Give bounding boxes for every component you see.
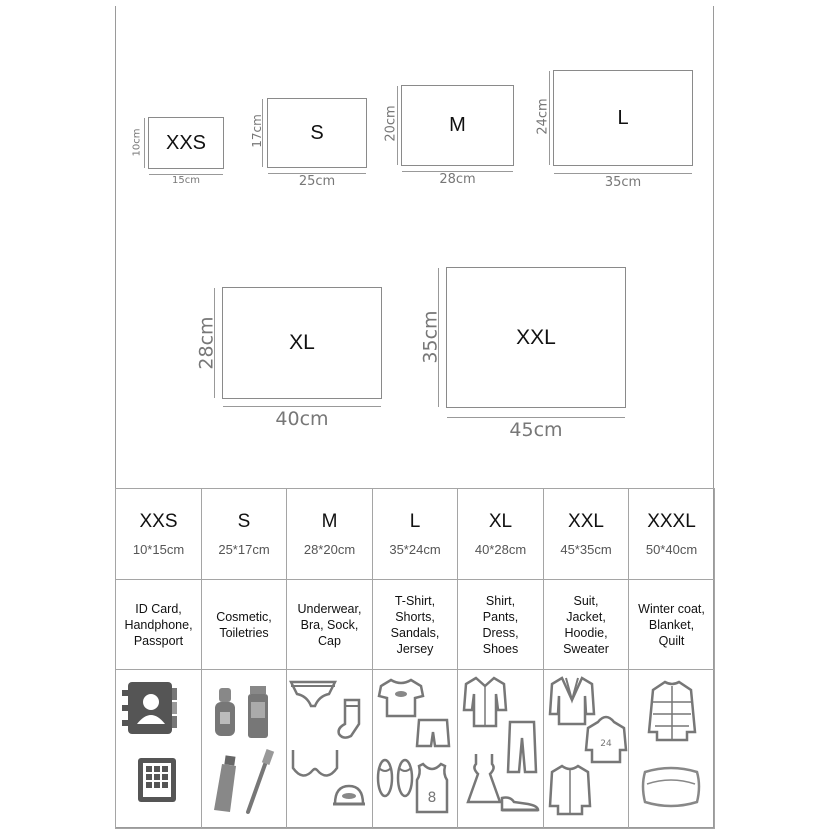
- sock-icon: [335, 698, 365, 740]
- table-row-sizes: [116, 489, 715, 580]
- icon-cell: [544, 670, 629, 829]
- hoodie-icon: [584, 714, 628, 764]
- jersey-number: 8: [427, 790, 437, 806]
- size-name: S: [237, 511, 251, 532]
- tablet-icon: [136, 756, 178, 804]
- use-text: T-Shirt, Shorts, Sandals, Jersey: [390, 593, 440, 656]
- icon-cell: [629, 670, 715, 829]
- size-dims: 10*15cm: [132, 542, 185, 557]
- size-dims: 25*17cm: [218, 542, 270, 557]
- size-dims: 50*40cm: [645, 542, 698, 557]
- jersey-icon: [415, 762, 449, 814]
- size-name: XL: [488, 511, 513, 532]
- icon-cell: [373, 670, 458, 829]
- use-cell: [202, 580, 287, 670]
- size-cell: [458, 489, 544, 580]
- bag-height: 20cm: [383, 105, 399, 142]
- bag-label: XXS: [165, 131, 207, 154]
- bra-icon: [289, 748, 341, 784]
- cosmetic-bottle-icon: [212, 686, 238, 738]
- use-cell: [373, 580, 458, 670]
- size-cell: [544, 489, 629, 580]
- table-row-uses: [116, 580, 715, 670]
- use-text: Underwear, Bra, Sock, Cap: [297, 601, 362, 648]
- winter-coat-icon: [647, 680, 697, 742]
- size-name: M: [321, 511, 338, 532]
- toiletry-bottle-icon: [246, 684, 270, 740]
- dress-icon: [466, 752, 502, 804]
- size-dims: 35*24cm: [389, 542, 441, 557]
- icon-cell: [116, 670, 202, 829]
- quilt-icon: [639, 762, 703, 810]
- hoodie-number: 24: [600, 739, 612, 749]
- shoe-icon: [500, 792, 540, 814]
- size-cell: [629, 489, 715, 580]
- use-cell: [287, 580, 373, 670]
- size-dims: 28*20cm: [303, 542, 356, 557]
- bag-label: XL: [289, 331, 315, 354]
- use-text: Shirt, Pants, Dress, Shoes: [482, 593, 519, 656]
- icon-cell: [287, 670, 373, 829]
- jacket-icon: [548, 764, 592, 816]
- toothbrush-icon: [242, 748, 276, 816]
- cap-icon: [331, 782, 367, 812]
- bag-width: 25cm: [298, 174, 336, 189]
- bag-height: 10cm: [131, 128, 143, 157]
- size-name: XXXL: [647, 511, 696, 532]
- bag-height: 17cm: [249, 114, 264, 148]
- bag-label: L: [617, 106, 629, 129]
- bag-width: 45cm: [509, 419, 563, 441]
- size-cell: [373, 489, 458, 580]
- t-shirt-icon: [377, 678, 425, 718]
- size-cell: [116, 489, 202, 580]
- bag-width: 15cm: [172, 175, 200, 186]
- bag-height: 24cm: [535, 98, 551, 135]
- size-name: L: [409, 511, 421, 532]
- use-text: Suit, Jacket, Hoodie, Sweater: [563, 593, 609, 656]
- contact-book-icon: [122, 678, 178, 738]
- icon-cell: [202, 670, 287, 829]
- pants-icon: [506, 720, 538, 774]
- size-cell: [287, 489, 373, 580]
- use-text: Cosmetic, Toiletries: [216, 609, 272, 640]
- shirt-icon: [462, 676, 508, 728]
- use-text: Winter coat, Blanket, Quilt: [638, 601, 705, 648]
- use-cell: [458, 580, 544, 670]
- bag-width: 35cm: [604, 175, 642, 190]
- bag-label: XXL: [516, 325, 556, 349]
- icon-cell: [458, 670, 544, 829]
- table-row-icons: [116, 670, 715, 829]
- use-text: ID Card, Handphone, Passport: [124, 601, 193, 648]
- size-dims: 45*35cm: [560, 542, 612, 557]
- use-cell: [629, 580, 715, 670]
- bag-label: M: [449, 114, 466, 136]
- bag-height: 35cm: [419, 310, 442, 364]
- sandals-icon: [375, 756, 415, 798]
- underwear-icon: [289, 680, 337, 708]
- size-name: XXS: [139, 511, 178, 532]
- size-dims: 40*28cm: [474, 542, 527, 557]
- bag-width: 40cm: [275, 408, 329, 430]
- use-cell: [544, 580, 629, 670]
- bag-height: 28cm: [195, 316, 218, 370]
- use-cell: [116, 580, 202, 670]
- toothpaste-icon: [206, 752, 246, 814]
- size-table: [115, 488, 715, 829]
- bag-width: 28cm: [439, 172, 476, 187]
- shorts-icon: [415, 718, 451, 750]
- size-cell: [202, 489, 287, 580]
- bag-label: S: [310, 121, 324, 144]
- size-name: XXL: [568, 511, 604, 532]
